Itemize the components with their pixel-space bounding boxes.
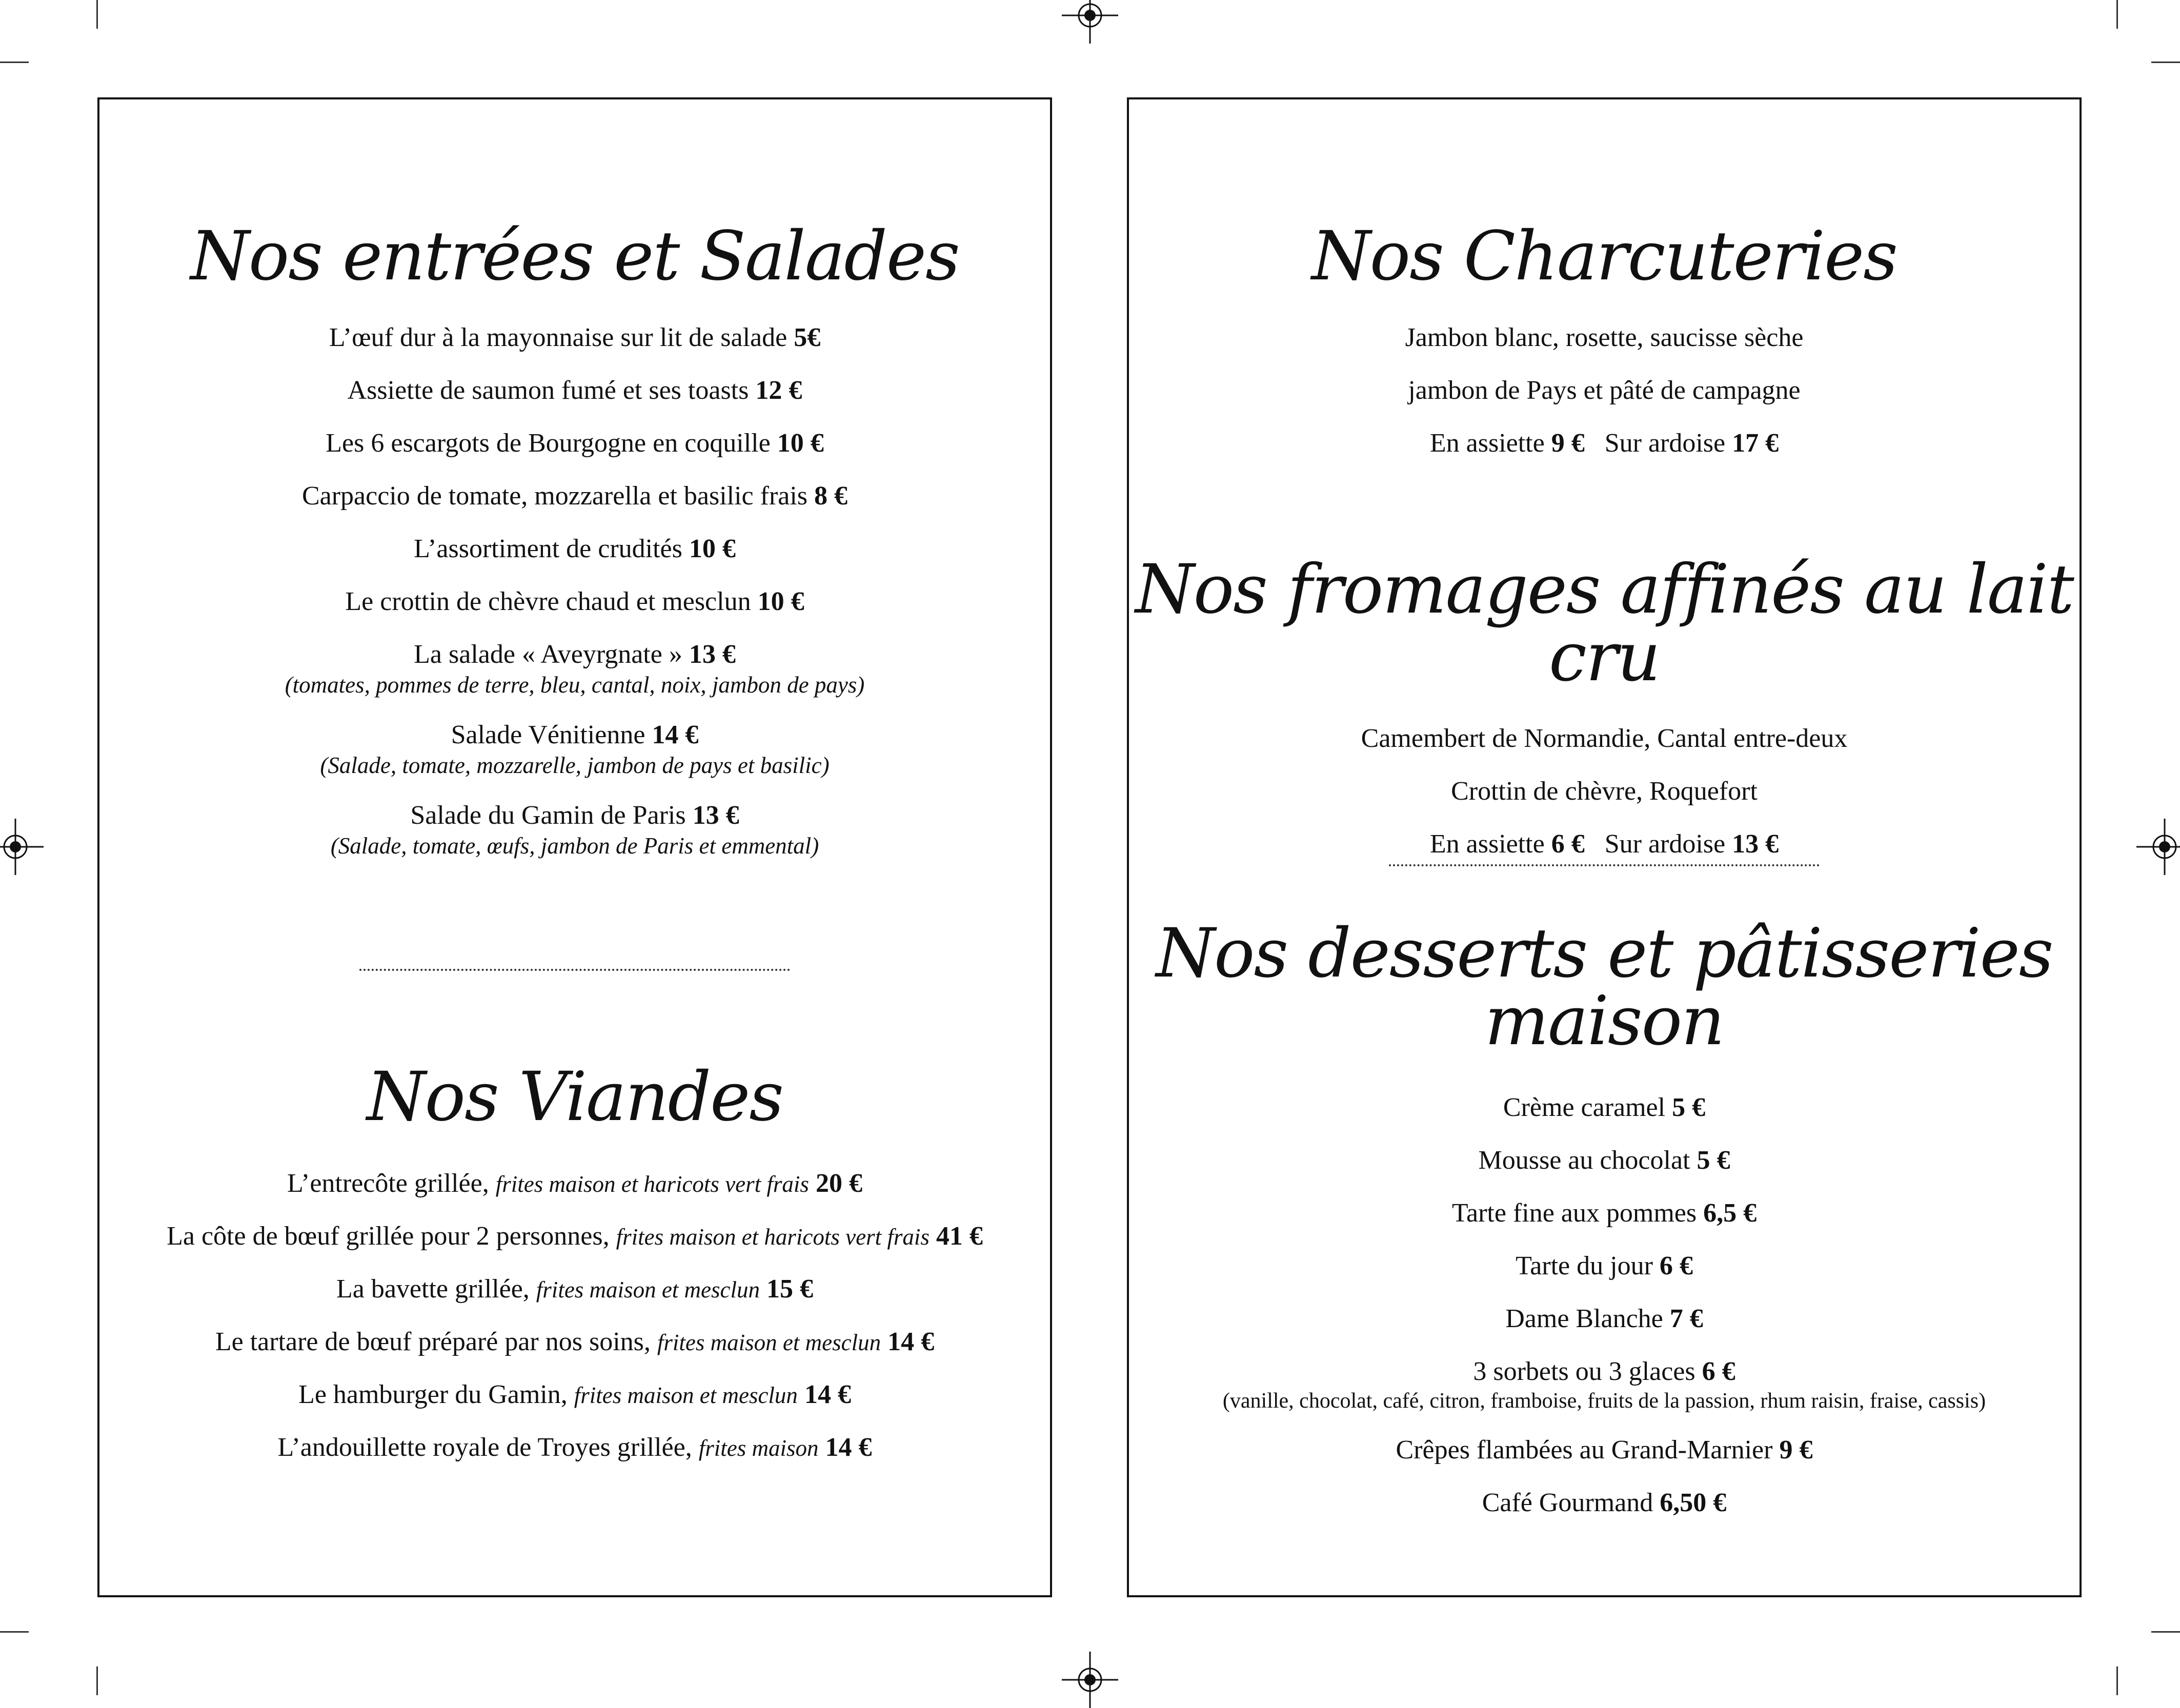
item-description: frites maison [698,1435,819,1461]
item-price: 7 € [1669,1304,1703,1333]
menu-item [99,532,1050,565]
section-divider [99,969,1050,971]
menu-line [1129,321,2080,354]
fromage-line: Camembert de Normandie, Cantal entre-deux [1361,724,1848,753]
item-name: L’œuf dur à la mayonnaise sur lit de salade [329,323,794,352]
section-title-desserts: Nos desserts et pâtisseries maison [1156,914,2053,1061]
viandes-list [99,1167,1050,1464]
item-note: (Salade, tomate, mozzarelle, jambon de pays et basilic) [320,753,830,778]
menu-line [1129,722,2080,755]
item-name: Le crottin de chèvre chaud et mesclun [345,587,758,616]
menu-item [99,1431,1050,1464]
menu-pricing [1129,827,2080,861]
menu-item [1129,1302,2080,1335]
item-name: Crème caramel [1503,1093,1672,1122]
menu-panel-right [1127,97,2082,1597]
menu-item [99,426,1050,460]
item-price: 14 € [652,720,699,749]
menu-item [99,321,1050,354]
item-price: 9 € [1779,1435,1813,1465]
item-name: Le tartare de bœuf préparé par nos soins, [215,1327,657,1356]
section-charcuteries [1129,217,2080,479]
crop-mark [96,1666,98,1695]
menu-item [99,1167,1050,1200]
item-name: L’andouillette royale de Troyes grillée, [277,1433,699,1462]
item-price: 6,5 € [1703,1198,1757,1228]
menu-panel-left [97,97,1052,1597]
section-title-charcuteries: Nos Charcuteries [1311,217,1897,296]
menu-item [1129,1433,2080,1467]
item-price: 6 € [1702,1357,1735,1386]
section-entrees [99,217,1050,879]
charcuterie-line: Jambon blanc, rosette, saucisse sèche [1405,323,1804,352]
item-name: L’assortiment de crudités [414,534,689,563]
item-price: 6,50 € [1660,1488,1727,1518]
item-name: 3 sorbets ou 3 glaces [1473,1357,1702,1386]
menu-item [1129,1196,2080,1230]
item-price: 14 € [818,1433,872,1462]
item-name: La salade « Aveyrgnate » [414,640,689,669]
item-name: Le hamburger du Gamin, [298,1380,574,1409]
item-name: Crêpes flambées au Grand-Marnier [1396,1435,1780,1465]
crop-mark [2116,1666,2118,1695]
item-price: 15 € [760,1274,813,1304]
item-description: frites maison et haricots vert frais [495,1171,809,1197]
crop-mark [0,62,29,63]
desserts-list [1129,1091,2080,1519]
menu-item [1129,1249,2080,1283]
item-name: Tarte fine aux pommes [1451,1198,1704,1228]
ardoise-price: 13 € [1732,829,1779,859]
item-name: Mousse au chocolat [1478,1146,1697,1175]
section-viandes [99,1058,1050,1483]
crop-mark [0,1631,29,1633]
item-description: frites maison et haricots vert frais [616,1224,930,1250]
crop-mark [2151,1631,2180,1633]
menu-item [99,585,1050,618]
ardoise-price: 17 € [1732,429,1779,458]
section-divider [1129,864,2080,866]
ardoise-label: Sur ardoise [1604,429,1732,458]
item-name: Carpaccio de tomate, mozzarella et basilic frais [301,481,815,511]
assiette-label: En assiette [1429,429,1551,458]
item-price: 41 € [929,1222,983,1251]
item-description: frites maison et mesclun [657,1330,881,1355]
item-name: Assiette de saumon fumé et ses toasts [347,376,756,405]
menu-item [99,718,1050,779]
ardoise-label: Sur ardoise [1604,829,1732,859]
item-name: L’entrecôte grillée, [287,1169,496,1198]
registration-mark-icon [1062,1652,1118,1708]
item-price: 5€ [794,323,821,352]
fromage-line: Crottin de chèvre, Roquefort [1451,777,1758,806]
item-price: 14 € [881,1327,935,1356]
item-price: 5 € [1697,1146,1730,1175]
menu-line [1129,775,2080,808]
section-fromages [1129,550,2080,880]
item-price: 8 € [814,481,848,511]
item-price: 20 € [809,1169,862,1198]
crop-mark [2116,0,2118,29]
section-title-fromages: Nos fromages affinés au lait cru [1135,550,2073,697]
menu-item [99,374,1050,407]
item-name: Café Gourmand [1482,1488,1660,1518]
dotted-divider [359,969,790,971]
menu-item [99,1272,1050,1306]
section-title-entrees: Nos entrées et Salades [190,217,959,296]
item-note: (Salade, tomate, œufs, jambon de Paris et emmental) [330,833,819,859]
menu-item [99,1378,1050,1411]
item-price: 13 € [689,640,736,669]
menu-item [1129,1091,2080,1124]
item-description: frites maison et mesclun [536,1277,760,1303]
assiette-label: En assiette [1429,829,1551,859]
item-name: La bavette grillée, [336,1274,536,1304]
menu-item [99,1219,1050,1253]
menu-item [99,1325,1050,1358]
item-price: 10 € [757,587,804,616]
registration-mark-icon [2136,819,2180,875]
charcuterie-line: jambon de Pays et pâté de campagne [1408,376,1801,405]
menu-item [1129,1486,2080,1519]
menu-item [1129,1144,2080,1177]
item-name: Salade Vénitienne [451,720,652,749]
item-name: Salade du Gamin de Paris [410,801,693,830]
section-desserts [1129,914,2080,1539]
fromages-list [1129,722,2080,861]
item-price: 14 € [797,1380,851,1409]
assiette-price: 6 € [1551,829,1585,859]
registration-mark-icon [1062,0,1118,44]
item-description: frites maison et mesclun [574,1382,798,1408]
crop-mark [2151,62,2180,63]
item-note: (vanille, chocolat, café, citron, framboise, fruits de la passion, rhum raisin, fraise, cassis) [1222,1389,1986,1413]
item-price: 10 € [777,429,824,458]
item-name: Les 6 escargots de Bourgogne en coquille [326,429,777,458]
crop-mark [96,0,98,29]
menu-line [1129,374,2080,407]
item-price: 12 € [755,376,802,405]
assiette-price: 9 € [1551,429,1585,458]
charcuteries-list [1129,321,2080,460]
item-price: 10 € [689,534,736,563]
dotted-divider [1389,864,1820,866]
item-note: (tomates, pommes de terre, bleu, cantal, noix, jambon de pays) [285,672,865,698]
menu-item [99,638,1050,699]
entrees-list [99,321,1050,860]
registration-mark-icon [0,819,44,875]
item-price: 6 € [1659,1251,1693,1280]
item-price: 5 € [1672,1093,1706,1122]
section-title-viandes: Nos Viandes [367,1058,783,1136]
menu-pricing [1129,426,2080,460]
item-name: Tarte du jour [1516,1251,1660,1280]
menu-item [99,479,1050,513]
item-name: Dame Blanche [1505,1304,1670,1333]
menu-item [99,799,1050,860]
item-name: La côte de bœuf grillée pour 2 personnes, [167,1222,616,1251]
menu-item [1129,1355,2080,1414]
item-price: 13 € [692,801,739,830]
